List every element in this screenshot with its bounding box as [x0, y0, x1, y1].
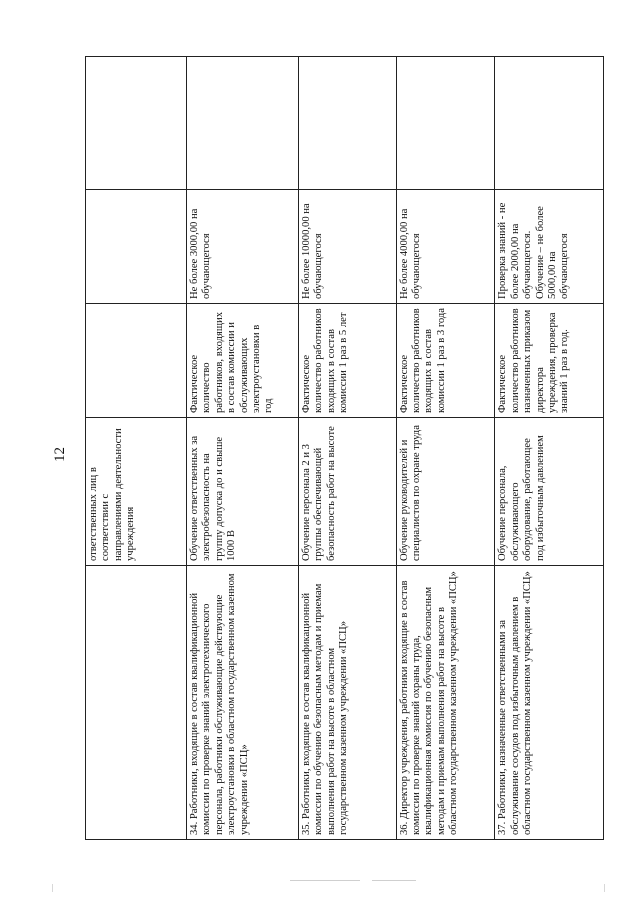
training-cell: Обучение ответственных за электробезопасность на группу допуска до и свыше 1000 В — [187, 418, 299, 566]
count-cell: Фактическое количество работников, входящих в состав комиссии и обслуживающих электроустановки в год — [187, 304, 299, 418]
category-cell: 36. Директор учреждения, работники входящие в состав комиссии по проверке знаний охраны труда, квалификационная комиссия по обучению безопасным методам и приемам выполнения работ на высоте в областном государственном казенном учреждении «ПСЦ» — [396, 566, 495, 840]
table-row — [187, 57, 299, 840]
extra-cell — [396, 57, 495, 190]
table-row — [86, 57, 187, 840]
cost-cell: Не более 10000,00 на обучающегося — [298, 190, 396, 304]
extra-cell — [187, 57, 299, 190]
category-cell: 37. Работники, назначенные ответственными за обслуживание сосудов под избыточным давлением в областном государственном казенном учреждении «ПСЦ» — [495, 566, 604, 840]
scan-artifact — [290, 880, 360, 881]
rotated-table-container — [85, 57, 604, 840]
training-cell: ответственных лиц в соответствии с направлениями деятельности учреждения — [86, 418, 187, 566]
cost-cell: Не более 4000,00 на обучающегося — [396, 190, 495, 304]
table-row — [396, 57, 495, 840]
extra-cell — [298, 57, 396, 190]
cost-cell: Не более 3000,00 на обучающегося — [187, 190, 299, 304]
training-cell: Обучение персонала 2 и 3 группы обеспечивающей безопасность работ на высоте — [298, 418, 396, 566]
training-cell: Обучение руководителей и специалистов по охране труда — [396, 418, 495, 566]
count-cell: Фактическое количество работников входящих в состав комиссии 1 раз в 5 лет — [298, 304, 396, 418]
scan-artifact — [372, 880, 416, 881]
extra-cell — [86, 57, 187, 190]
page-number: 12 — [52, 447, 68, 462]
category-cell: 35. Работники, входящие в состав квалификационной комиссии по обучению безопасным методам и приемам выполнения работ на высоте в областном государственном казенном учреждении «ПСЦ» — [298, 566, 396, 840]
count-cell: Фактическое количество работников входящих в состав комиссии 1 раз в 3 года — [396, 304, 495, 418]
category-cell — [86, 566, 187, 840]
extra-cell — [495, 57, 604, 190]
scan-artifact — [604, 884, 605, 892]
count-cell — [86, 304, 187, 418]
training-cell: Обучение персонала, обслуживающего оборудование, работающее под избыточным давлением — [495, 418, 604, 566]
norms-table — [85, 56, 604, 840]
table-row — [298, 57, 396, 840]
count-cell: Фактическое количество работников назначенных приказом директора учреждения, проверка знаний 1 раз в год. — [495, 304, 604, 418]
cost-cell: Проверка знаний - не более 2000,00 на обучающегося. Обучение – не более 5000,00 на обучающегося — [495, 190, 604, 304]
category-cell: 34. Работники, входящие в состав квалификационной комиссии по проверке знаний электротехнического персонала, работники обслуживающие действующие электроустановки в областном государственном казенном учреждении «ПСЦ» — [187, 566, 299, 840]
cost-cell — [86, 190, 187, 304]
scan-artifact — [52, 884, 53, 892]
table-row — [495, 57, 604, 840]
